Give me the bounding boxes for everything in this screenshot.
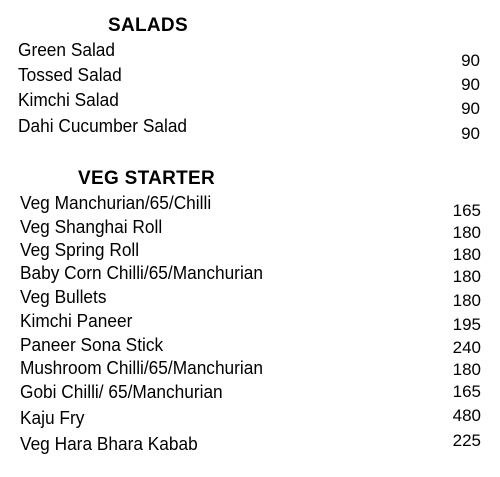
menu-item-price: 165 (452, 201, 481, 220)
menu-item-name: Veg Spring Roll (20, 240, 140, 260)
menu-item-row (0, 358, 500, 382)
menu-item-row (0, 116, 500, 143)
menu-item-row (0, 335, 500, 359)
menu-item-price: 90 (461, 75, 480, 94)
menu-item-row (0, 240, 500, 264)
menu-item-name: Veg Shanghai Roll (20, 217, 163, 237)
section-heading-salads: SALADS (108, 15, 188, 36)
menu-item-name: Veg Hara Bhara Kabab (20, 434, 198, 454)
menu-item-name: Kimchi Paneer (20, 311, 133, 331)
menu-item-name: Green Salad (18, 40, 116, 60)
menu-item-name: Mushroom Chilli/65/Manchurian (20, 358, 263, 378)
menu-item-row (0, 65, 500, 94)
menu-item-row (0, 311, 500, 335)
menu-item-price: 180 (452, 245, 481, 264)
menu-item-name: Baby Corn Chilli/65/Manchurian (20, 263, 263, 283)
menu-item-row (0, 382, 500, 406)
menu-item-price: 240 (452, 338, 481, 357)
menu-item-row (0, 217, 500, 241)
menu-item-price: 90 (461, 99, 480, 118)
menu-item-name: Veg Manchurian/65/Chilli (20, 193, 212, 213)
menu-item-price: 195 (452, 315, 481, 334)
menu-item-name: Tossed Salad (18, 65, 122, 85)
menu-item-row (0, 263, 500, 287)
menu-item-price: 180 (452, 360, 481, 379)
menu-item-name: Gobi Chilli/ 65/Manchurian (20, 382, 223, 402)
menu-item-name: Kimchi Salad (18, 90, 119, 110)
menu-item-row (0, 90, 500, 118)
section-heading-veg-starter: VEG STARTER (78, 168, 216, 189)
menu-item-price: 180 (452, 267, 481, 286)
menu-item-row (0, 40, 500, 70)
menu-item-price: 480 (452, 406, 481, 425)
menu-item-price: 180 (452, 291, 481, 310)
menu-item-price: 90 (461, 51, 480, 70)
menu-item-name: Paneer Sona Stick (20, 335, 164, 355)
menu-item-price: 165 (452, 382, 481, 401)
menu-item-row (0, 431, 500, 455)
menu-item-price: 225 (452, 431, 481, 450)
menu-item-row (0, 287, 500, 311)
menu-item-price: 90 (461, 124, 480, 143)
menu-item-name: Veg Bullets (20, 287, 107, 307)
menu-item-name: Dahi Cucumber Salad (18, 116, 188, 136)
menu-item-price: 180 (452, 223, 481, 242)
menu-item-row (0, 193, 500, 220)
menu-item-name: Kaju Fry (20, 408, 85, 428)
menu-item-row (0, 406, 500, 430)
